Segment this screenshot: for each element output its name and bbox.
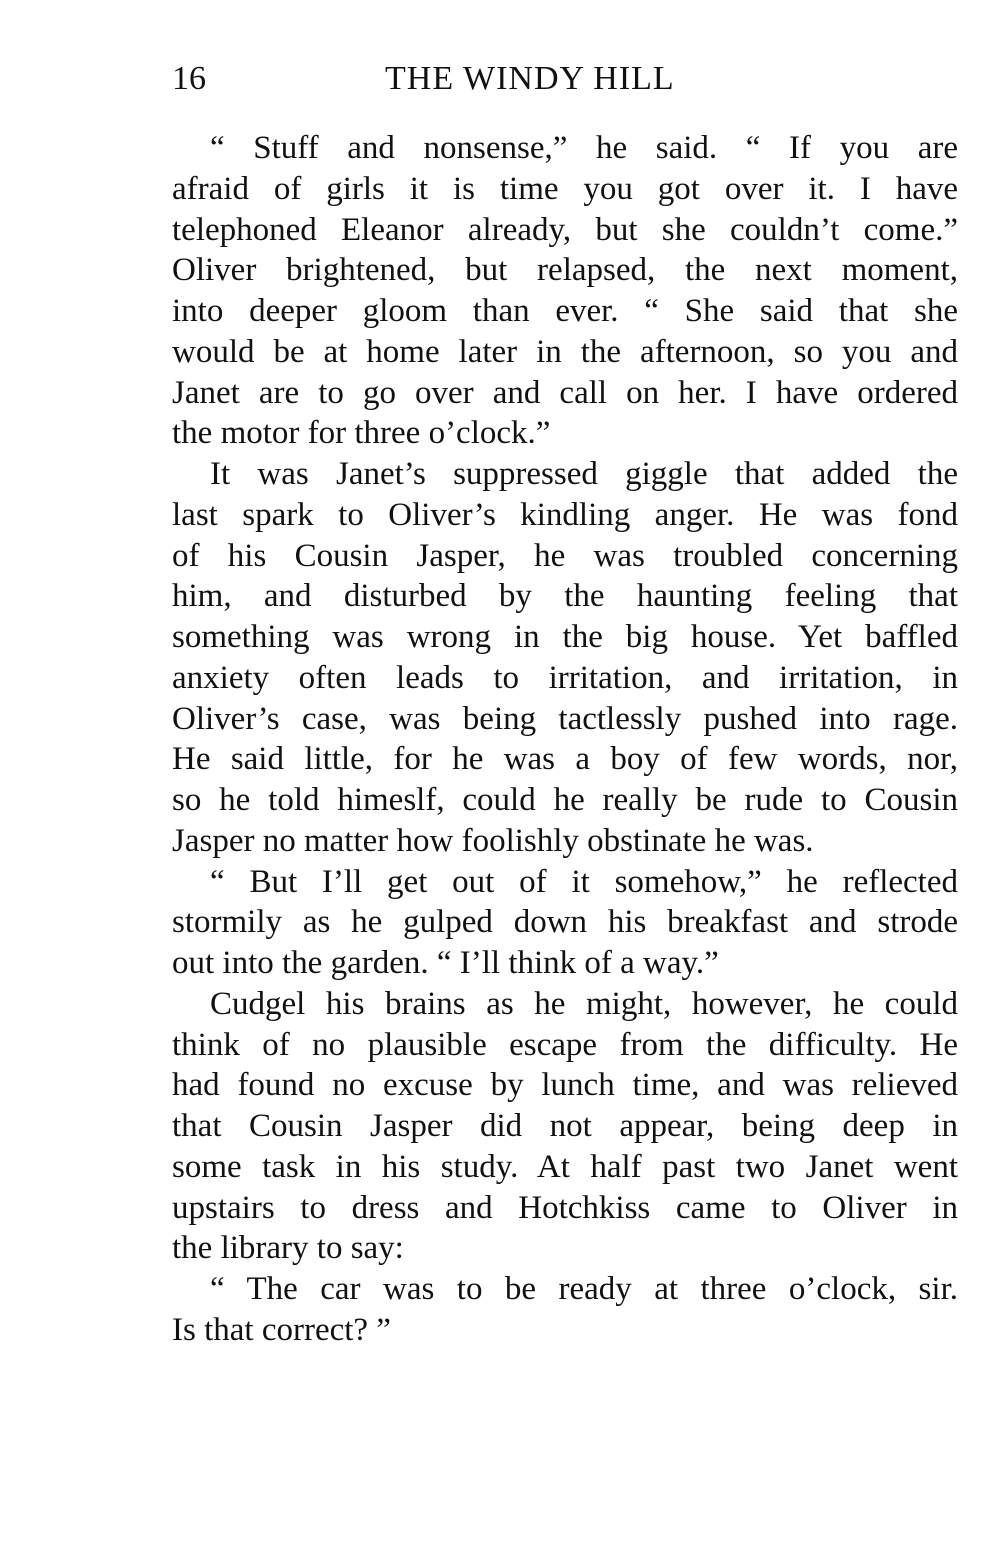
text-line: so he told himeslf, could he really be rude to Cousin xyxy=(172,782,958,818)
body-text xyxy=(172,128,958,1351)
text-line: Oliver’s case, was being tactlessly pushed into rage. xyxy=(172,700,958,737)
text-line: “ Stuff and nonsense,” he said. “ If you are xyxy=(210,130,958,166)
text-line: “ But I’ll get out of it somehow,” he reflected xyxy=(210,863,958,900)
text-line: into deeper gloom than ever. “ She said that she xyxy=(172,293,958,329)
text-line: upstairs to dress and Hotchkiss came to Oliver in xyxy=(172,1189,958,1226)
text-line: anxiety often leads to irritation, and irritation, in xyxy=(172,659,958,696)
text-line: something was wrong in the big house. Yet baffled xyxy=(172,619,958,655)
text-line: stormily as he gulped down his breakfast and strode xyxy=(172,904,958,941)
text-line: the motor for three o’clock.” xyxy=(172,415,551,452)
text-line: Cudgel his brains as he might, however, he could xyxy=(210,985,958,1022)
running-title: THE WINDY HILL xyxy=(385,60,675,97)
text-line: the library to say: xyxy=(172,1230,404,1267)
text-line: It was Janet’s suppressed giggle that added the xyxy=(210,456,958,492)
text-line: him, and disturbed by the haunting feeling that xyxy=(172,578,958,615)
text-line: of his Cousin Jasper, he was troubled concerning xyxy=(172,537,958,574)
text-line: “ The car was to be ready at three o’clock, sir. xyxy=(210,1271,958,1307)
text-line: that Cousin Jasper did not appear, being deep in xyxy=(172,1108,958,1144)
text-line: Is that correct? ” xyxy=(172,1311,391,1348)
text-line: afraid of girls it is time you got over it. I have xyxy=(172,170,958,207)
text-line: some task in his study. At half past two Janet went xyxy=(172,1148,958,1185)
text-line: would be at home later in the afternoon, so you and xyxy=(172,333,958,370)
text-line: telephoned Eleanor already, but she couldn’t come.” xyxy=(172,211,958,248)
text-line: out into the garden. “ I’ll think of a way.” xyxy=(172,945,719,981)
text-line: had found no excuse by lunch time, and was relieved xyxy=(172,1067,958,1104)
text-line: Jasper no matter how foolishly obstinate he was. xyxy=(172,822,814,859)
text-line: Janet are to go over and call on her. I have ordered xyxy=(172,374,958,411)
text-line: Oliver brightened, but relapsed, the next moment, xyxy=(172,252,958,289)
running-head xyxy=(172,55,962,103)
text-line: He said little, for he was a boy of few words, nor, xyxy=(172,741,958,778)
text-line: last spark to Oliver’s kindling anger. He was fond xyxy=(172,496,958,533)
page-number: 16 xyxy=(172,60,206,97)
text-line: think of no plausible escape from the difficulty. He xyxy=(172,1026,958,1063)
